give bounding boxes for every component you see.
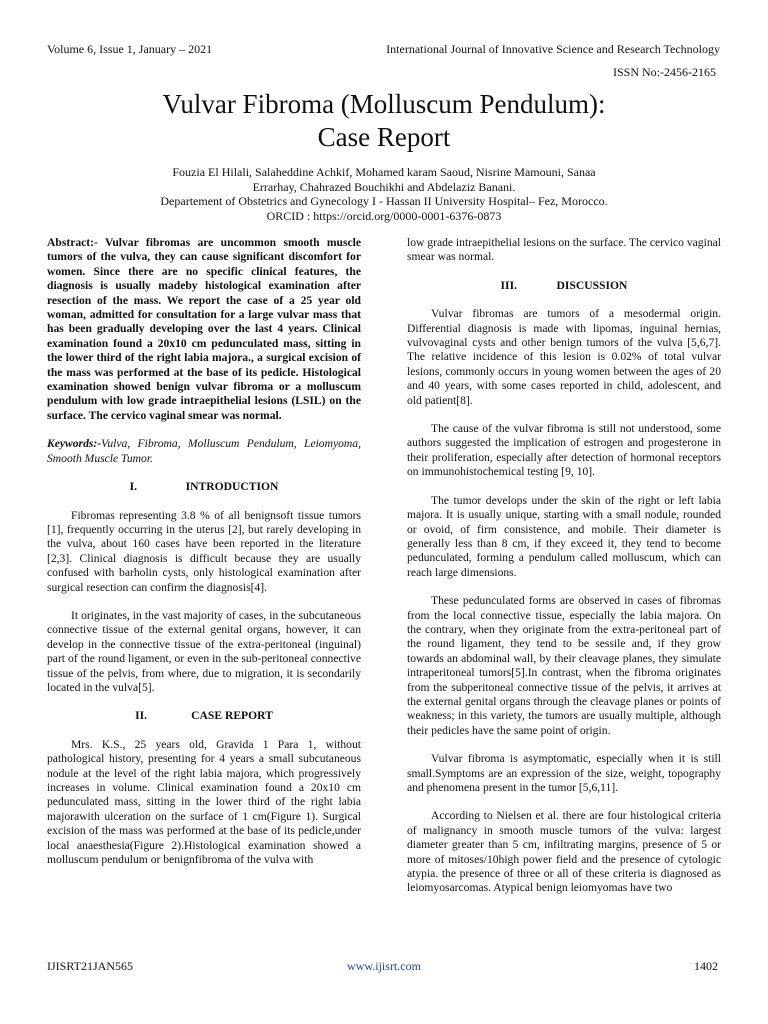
intro-paragraph-1: Fibromas representing 3.8 % of all benignsoft tissue tumors [1], frequently occurring in the uterus [2], but rarely developing in the vulva, about 160 cases have been reported in the literature [2,3]. Clinical diagnosis is difficult because they are usually confused with barholin cysts, only histological examination after surgical resection can confirm the diagnosis[4]. bbox=[47, 508, 361, 594]
section-heading-introduction bbox=[47, 480, 361, 494]
paper-title-line-1: Vulvar Fibroma (Molluscum Pendulum): bbox=[162, 89, 606, 119]
authors-line-1: Fouzia El Hilali, Salaheddine Achkif, Mohamed karam Saoud, Nisrine Mamouni, Sanaa bbox=[172, 165, 596, 179]
section-title: INTRODUCTION bbox=[185, 480, 279, 494]
discussion-paragraph-4: These pedunculated forms are observed in cases of fibromas from the local connective tissue, especially the labia majora. On the contrary, when they originate from the extra-peritoneal part of the round ligament, they tend to be sessile and, if they grow towards an abdominal wall, by their cleavage planes, they simulate intraperitoneal tumors[5].In contrast, when the fibroma originates from the subperitoneal connective tissue of the pelvis, it arrives at the external genital organs through the cleavage planes or points of weakness; in this variety, the tumors are usually multiple, although their pedicles have the same point of origin. bbox=[407, 594, 721, 737]
abstract: Abstract:- Vulvar fibromas are uncommon smooth muscle tumors of the vulva, they can cause significant discomfort for women. Since there are no specific clinical features, the diagnosis is usually madeby histological examination after resection of the mass. We report the case of a 25 year old woman, admitted for consultation for a large vulvar mass that has been gradually developing over the last 4 years. Clinical examination found a 20x10 cm pedunculated mass, sitting in the lower third of the right labia majora., a surgical excision of the mass was performed at the base of its pedicle. Histological examination showed benign vulvar fibroma or a molluscum pendulum with low grade intraepithelial lesions (LSIL) on the surface. The cervico vaginal smear was normal. bbox=[47, 236, 361, 422]
section-number: II. bbox=[135, 709, 148, 723]
affiliation: Departement of Obstetrics and Gynecology I - Hassan II University Hospital– Fez, Morocco. bbox=[160, 194, 608, 208]
section-heading-discussion bbox=[407, 279, 721, 293]
discussion-paragraph-1: Vulvar fibromas are tumors of a mesodermal origin. Differential diagnosis is made with lipomas, inguinal hernias, vulvovaginal cysts and other benign tumors of the vulva [5,6,7]. The relative incidence of this lesion is 0.02% of total vulvar lesions, commonly occurs in young women between the ages of 20 and 40 years, with some cases reported in child, adolescent, and old patient[8]. bbox=[407, 307, 721, 407]
discussion-paragraph-2: The cause of the vulvar fibroma is still not understood, some authors suggested the implication of estrogen and progesterone in their proliferation, especially after detection of hormonal receptors on immunohistochemical testing [9, 10]. bbox=[407, 422, 721, 479]
keywords bbox=[47, 437, 361, 466]
running-header-volume: Volume 6, Issue 1, January – 2021 bbox=[47, 42, 213, 56]
section-heading-case-report bbox=[47, 709, 361, 723]
issn: ISSN No:-2456-2165 bbox=[612, 65, 716, 79]
intro-paragraph-2: It originates, in the vast majority of cases, in the subcutaneous connective tissue of the external genital organs, however, it can develop in the connective tissue of the extra-peritoneal (inguinal) part of the round ligament, or even in the sub-peritoneal connective tissue of the pelvis, from where, due to migration, it is secondarily located in the vulva[5]. bbox=[47, 608, 361, 694]
section-title: CASE REPORT bbox=[191, 709, 273, 723]
discussion-paragraph-5: Vulvar fibroma is asymptomatic, especially when it is still small.Symptoms are an expression of the size, weight, topography and phenomena present in the tumor [5,6,11]. bbox=[407, 752, 721, 794]
section-number: I. bbox=[129, 480, 138, 494]
left-column bbox=[47, 236, 361, 867]
right-column bbox=[407, 236, 721, 896]
author-block bbox=[0, 165, 768, 223]
section-number: III. bbox=[500, 278, 517, 292]
paper-title bbox=[0, 88, 768, 154]
running-header-journal: International Journal of Innovative Science and Research Technology bbox=[386, 42, 720, 56]
footer-website-link[interactable]: www.ijisrt.com bbox=[347, 959, 421, 973]
page-number: 1402 bbox=[694, 959, 718, 973]
keywords-text: Vulva, Fibroma, Molluscum Pendulum, Leiomyoma, Smooth Muscle Tumor. bbox=[47, 437, 361, 465]
paper-title-line-2: Case Report bbox=[317, 122, 451, 152]
section-title: DISCUSSION bbox=[556, 278, 628, 292]
discussion-paragraph-6: According to Nielsen et al. there are four histological criteria of malignancy in smooth muscle tumors of the vulva: largest diameter greater than 5 cm, infiltrating margins, presence of 5 or more of mitoses/10high power field and the presence of cytologic atypia. the presence of three or all of these criteria is diagnosed as leiomyosarcomas. Atypical benign leiomyomas have two bbox=[407, 809, 721, 895]
keywords-label: Keywords:- bbox=[47, 437, 102, 451]
authors-line-2: Errarhay, Chahrazed Bouchikhi and Abdelaziz Banani. bbox=[252, 179, 516, 194]
orcid: ORCID : https://orcid.org/0000-0001-6376-0873 bbox=[266, 208, 502, 223]
discussion-paragraph-3: The tumor develops under the skin of the right or left labia majora. It is usually unique, starting with a small nodule, rounded or ovoid, of firm consistence, and mobile. Their diameter is generally less than 8 cm, if they exceed it, they tend to become pedunculated, forming a pendulum called molluscum, which can reach large dimensions. bbox=[407, 493, 721, 579]
case-report-continuation: low grade intraepithelial lesions on the surface. The cervico vaginal smear was normal. bbox=[407, 236, 721, 264]
footer-article-id: IJISRT21JAN565 bbox=[47, 959, 133, 973]
case-report-paragraph: Mrs. K.S., 25 years old, Gravida 1 Para 1, without pathological history, presenting for 4 years a small subcutaneous nodule at the level of the right labia majora, which progressively increases in volume. Clinical examination found a 20x10 cm pedunculated mass, sitting in the lower third of the right labia majorawith ulceration on the surface of 1 cm(Figure 1). Surgical excision of the mass was performed at the base of its pedicle,under local anaesthesia(Figure 2).Histological examination showed a molluscum pendulum or benignfibroma of the vulva with bbox=[47, 737, 361, 867]
